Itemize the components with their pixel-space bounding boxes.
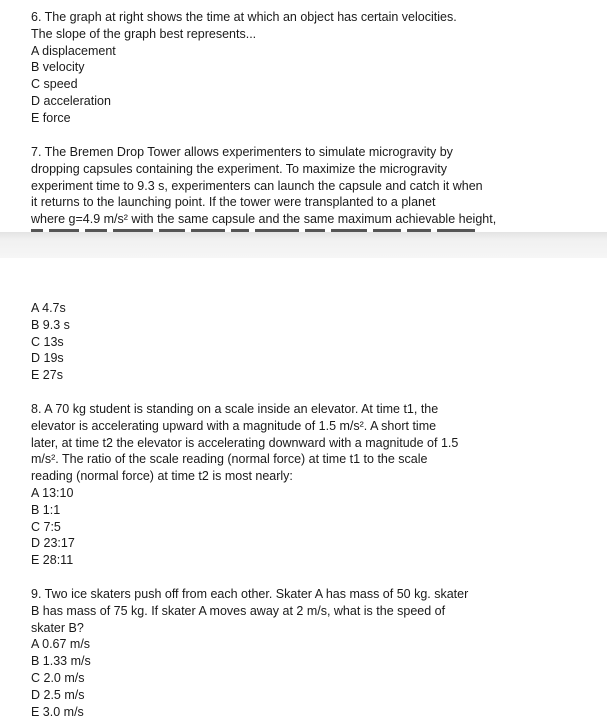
question-6-option-b: B velocity (31, 60, 85, 75)
question-9-option-d: D 2.5 m/s (31, 687, 85, 702)
question-8-stem-line: elevator is accelerating upward with a magnitude of 1.5 m/s². A short time (31, 418, 437, 433)
question-8-option-b: B 1:1 (31, 502, 61, 517)
question-8-stem-line: 8. A 70 kg student is standing on a scale inside an elevator. At time t1, the (31, 402, 439, 416)
question-6-stem-line: The slope of the graph best represents... (31, 26, 257, 41)
question-7-stem-line: where g=4.9 m/s² with the same capsule and the same maximum achievable height, (31, 212, 497, 227)
question-7-stem-line: dropping capsules containing the experiment. To maximize the microgravity (31, 161, 447, 176)
question-6-option-a: A displacement (31, 43, 116, 58)
question-6 (31, 9, 571, 127)
document-page-bottom (0, 258, 607, 728)
question-7-option-e: E 27s (31, 368, 63, 383)
question-8-stem-line: reading (normal force) at time t2 is most nearly: (31, 469, 293, 484)
document-page-top (0, 0, 607, 232)
question-7-stem-line: experiment time to 9.3 s, experimenters can launch the capsule and catch it when (31, 178, 483, 193)
question-9-option-e: E 3.0 m/s (31, 704, 84, 719)
question-6-option-d: D acceleration (31, 93, 111, 108)
question-9-option-c: C 2.0 m/s (31, 670, 85, 685)
question-7-option-a: A 4.7s (31, 301, 66, 315)
question-8-option-c: C 7:5 (31, 519, 61, 534)
question-8-stem-line: m/s². The ratio of the scale reading (normal force) at time t1 to the scale (31, 452, 428, 467)
question-7-option-d: D 19s (31, 351, 64, 366)
question-7 (31, 144, 571, 228)
question-7-stem-line: it returns to the launching point. If the tower were transplanted to a planet (31, 195, 436, 210)
page-break (0, 232, 607, 258)
question-8 (31, 401, 571, 569)
question-6-option-c: C speed (31, 77, 78, 92)
question-9-stem-line: skater B? (31, 620, 84, 635)
question-8-option-e: E 28:11 (31, 553, 74, 568)
question-9-option-b: B 1.33 m/s (31, 654, 91, 669)
question-9-option-a: A 0.67 m/s (31, 637, 91, 652)
question-8-option-d: D 23:17 (31, 536, 75, 551)
question-8-stem-line: later, at time t2 the elevator is accelerating downward with a magnitude of 1.5 (31, 435, 459, 450)
question-7-options (31, 300, 571, 384)
question-6-stem-line: 6. The graph at right shows the time at which an object has certain velocities. (31, 10, 457, 24)
question-7-option-c: C 13s (31, 334, 64, 349)
question-7-stem-line: 7. The Bremen Drop Tower allows experimenters to simulate microgravity by (31, 145, 453, 159)
question-7-option-b: B 9.3 s (31, 317, 70, 332)
question-9-stem-line: B has mass of 75 kg. If skater A moves away at 2 m/s, what is the speed of (31, 603, 446, 618)
question-8-option-a: A 13:10 (31, 485, 74, 500)
question-9 (31, 586, 571, 720)
question-6-option-e: E force (31, 110, 71, 125)
question-9-stem-line: 9. Two ice skaters push off from each other. Skater A has mass of 50 kg. skater (31, 587, 469, 601)
